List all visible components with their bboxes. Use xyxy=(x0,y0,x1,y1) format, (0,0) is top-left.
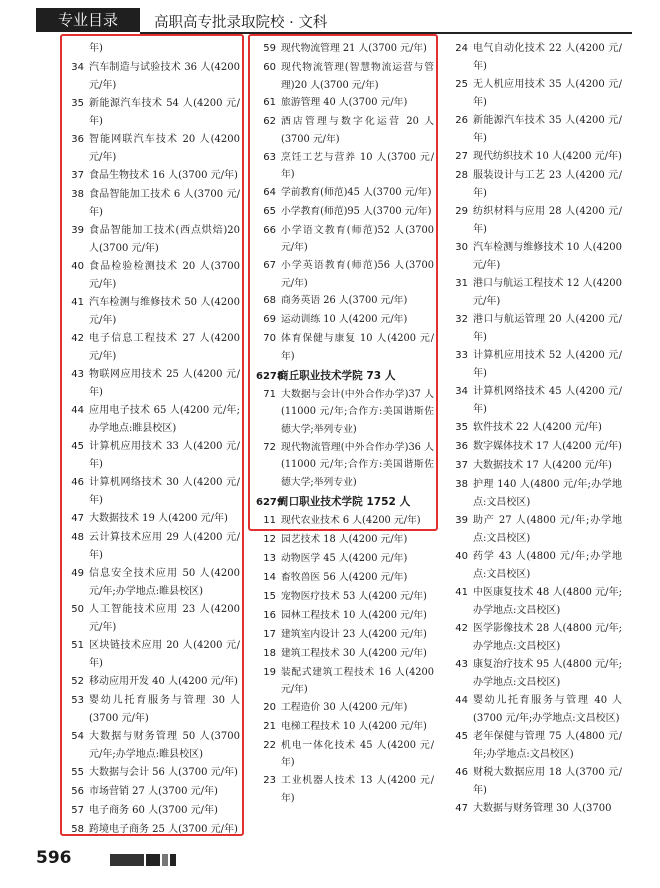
major-entry xyxy=(448,419,622,438)
major-text: 酒店管理与数字化运营 20 人(3700 元/年) xyxy=(281,116,434,145)
major-entry xyxy=(448,584,622,620)
major-text: 财税大数据应用 18 人(3700 元/年) xyxy=(473,767,622,796)
major-number: 41 xyxy=(455,587,468,598)
major-entry xyxy=(64,601,240,637)
major-entry xyxy=(448,167,622,203)
major-text: 跨境电子商务 25 人(3700 元/年) xyxy=(89,824,238,835)
major-entry xyxy=(448,800,622,819)
major-text: 现代物流管理(智慧物流运营与管理)20 人(3700 元/年) xyxy=(281,62,434,91)
major-number: 65 xyxy=(263,205,276,217)
major-text: 现代农业技术 6 人(4200 元/年) xyxy=(281,514,421,526)
major-number: 45 xyxy=(455,731,468,742)
header-rule xyxy=(140,32,632,34)
major-number: 27 xyxy=(455,151,468,162)
major-entry xyxy=(64,294,240,330)
major-number: 29 xyxy=(455,206,468,217)
major-entry xyxy=(256,531,434,550)
major-number: 37 xyxy=(455,460,468,471)
major-number: 56 xyxy=(71,786,84,797)
major-entry xyxy=(256,550,434,569)
major-entry xyxy=(64,474,240,510)
major-number: 12 xyxy=(263,533,276,545)
school-heading xyxy=(256,366,434,386)
running-title: 高职高专批录取院校 · 文科 xyxy=(154,15,328,31)
major-number: 49 xyxy=(71,568,84,579)
major-entry xyxy=(64,764,240,783)
major-entry xyxy=(256,664,434,699)
major-text: 中医康复技术 48 人(4800 元/年;办学地点:文昌校区) xyxy=(473,587,622,616)
major-entry xyxy=(64,366,240,402)
major-text: 港口与航运管理 20 人(4200 元/年) xyxy=(473,314,622,343)
major-number: 69 xyxy=(263,314,276,326)
major-text: 信息安全技术应用 50 人(4200 元/年;办学地点:睢县校区) xyxy=(89,568,240,597)
major-text: 学前教育(师范)45 人(3700 元/年) xyxy=(281,186,432,198)
major-number: 43 xyxy=(455,659,468,670)
major-text: 康复治疗技术 95 人(4800 元/年;办学地点:文昌校区) xyxy=(473,659,622,688)
major-entry xyxy=(64,673,240,692)
major-text: 年) xyxy=(89,43,103,54)
major-text: 大数据与会计(中外合作办学)37 人(11000 元/年;合作方:美国谐斯佐德大学;举列专业) xyxy=(281,388,434,435)
major-entry xyxy=(448,311,622,347)
major-entry xyxy=(256,149,434,184)
major-text: 畜牧兽医 56 人(4200 元/年) xyxy=(281,571,408,583)
major-text: 建筑工程技术 30 人(4200 元/年) xyxy=(281,647,427,659)
major-number: 23 xyxy=(263,775,276,787)
major-number: 28 xyxy=(455,170,468,181)
major-text: 大数据与财务管理 30 人(3700 xyxy=(473,803,612,814)
major-number: 36 xyxy=(71,134,84,145)
major-text: 计算机应用技术 52 人(4200 元/年) xyxy=(473,350,622,379)
major-entry xyxy=(64,821,240,840)
major-number: 41 xyxy=(71,297,84,308)
major-number: 16 xyxy=(263,609,276,621)
major-text: 食品智能加工技术(西点烘焙)20 人(3700 元/年) xyxy=(89,225,240,254)
major-text: 服装设计与工艺 23 人(4200 元/年) xyxy=(473,170,622,199)
major-entry xyxy=(64,330,240,366)
major-text: 市场营销 27 人(3700 元/年) xyxy=(89,786,218,797)
major-number: 53 xyxy=(71,695,84,706)
major-text: 电气自动化技术 22 人(4200 元/年) xyxy=(473,43,622,72)
major-entry xyxy=(64,222,240,258)
major-entry xyxy=(448,383,622,419)
major-entry xyxy=(448,40,622,76)
major-entry xyxy=(448,76,622,112)
major-text: 数字媒体技术 17 人(4200 元/年) xyxy=(473,441,622,452)
major-number: 44 xyxy=(455,695,468,706)
footer-bar xyxy=(162,854,168,866)
major-number: 17 xyxy=(263,628,276,640)
major-entry xyxy=(256,222,434,257)
major-text: 电子商务 60 人(3700 元/年) xyxy=(89,805,218,816)
major-text: 大数据技术 19 人(4200 元/年) xyxy=(89,513,228,524)
major-number: 48 xyxy=(71,532,84,543)
major-number: 35 xyxy=(455,422,468,433)
major-entry xyxy=(256,588,434,607)
major-entry xyxy=(256,718,434,737)
major-entry xyxy=(256,645,434,664)
major-text: 无人机应用技术 35 人(4200 元/年) xyxy=(473,79,622,108)
major-entry xyxy=(64,402,240,438)
major-entry xyxy=(64,40,240,59)
major-entry xyxy=(448,476,622,512)
major-number: 36 xyxy=(455,441,468,452)
major-number: 34 xyxy=(455,386,468,397)
page-number: 596 xyxy=(36,848,72,868)
major-text: 助产 27 人(4800 元/年;办学地点:文昌校区) xyxy=(473,515,622,544)
major-entry xyxy=(448,548,622,584)
page-header xyxy=(36,8,632,34)
major-entry xyxy=(64,510,240,529)
major-entry xyxy=(256,203,434,222)
major-number: 42 xyxy=(71,333,84,344)
major-number: 38 xyxy=(455,479,468,490)
major-text: 大数据技术 17 人(4200 元/年) xyxy=(473,460,612,471)
major-text: 纺织材料与应用 28 人(4200 元/年) xyxy=(473,206,622,235)
major-text: 园林工程技术 10 人(4200 元/年) xyxy=(281,609,427,621)
footer-bar xyxy=(170,854,176,866)
major-entry xyxy=(64,728,240,764)
major-number: 38 xyxy=(71,189,84,200)
major-text: 新能源汽车技术 35 人(4200 元/年) xyxy=(473,115,622,144)
major-number: 11 xyxy=(263,514,276,526)
major-text: 小学教育(师范)95 人(3700 元/年) xyxy=(281,205,432,217)
major-entry xyxy=(448,728,622,764)
major-text: 港口与航运工程技术 12 人(4200 元/年) xyxy=(473,278,622,307)
major-text: 婴幼儿托育服务与管理 40 人(3700 元/年;办学地点:文昌校区) xyxy=(473,695,622,724)
major-entry xyxy=(256,439,434,492)
major-number: 46 xyxy=(71,477,84,488)
major-number: 37 xyxy=(71,170,84,181)
major-text: 医学影像技术 28 人(4800 元/年;办学地点:文昌校区) xyxy=(473,623,622,652)
major-text: 食品检验检测技术 20 人(3700 元/年) xyxy=(89,261,240,290)
major-text: 计算机网络技术 45 人(4200 元/年) xyxy=(473,386,622,415)
major-entry xyxy=(256,311,434,330)
major-number: 43 xyxy=(71,369,84,380)
major-number: 14 xyxy=(263,571,276,583)
major-text: 体育保健与康复 10 人(4200 元/年) xyxy=(281,333,434,363)
major-entry xyxy=(448,692,622,728)
major-number: 70 xyxy=(263,333,276,345)
major-text: 食品生物技术 16 人(3700 元/年) xyxy=(89,170,238,181)
major-number: 50 xyxy=(71,604,84,615)
major-text: 汽车检测与维修技术 10 人(4200 元/年) xyxy=(473,242,622,271)
major-text: 现代物流管理 21 人(3700 元/年) xyxy=(281,43,427,54)
major-number: 19 xyxy=(263,666,276,678)
major-text: 小学英语教育(师范)56 人(3700 元/年) xyxy=(281,260,434,289)
major-entry xyxy=(256,94,434,113)
major-text: 汽车制造与试验技术 36 人(4200 元/年) xyxy=(89,62,240,91)
major-number: 42 xyxy=(455,623,468,634)
major-number: 55 xyxy=(71,767,84,778)
major-number: 20 xyxy=(263,701,276,713)
major-number: 57 xyxy=(71,805,84,816)
school-name: 周口职业技术学院 1752 人 xyxy=(278,495,411,508)
major-text: 工程造价 30 人(4200 元/年) xyxy=(281,701,408,713)
major-number: 54 xyxy=(71,731,84,742)
major-text: 计算机网络技术 30 人(4200 元/年) xyxy=(89,477,240,506)
column-3 xyxy=(448,40,622,819)
major-entry xyxy=(256,184,434,203)
major-entry xyxy=(64,131,240,167)
major-text: 药学 43 人(4800 元/年;办学地点:文昌校区) xyxy=(473,551,622,580)
major-entry xyxy=(256,113,434,148)
major-entry xyxy=(64,692,240,728)
major-text: 护理 140 人(4800 元/年;办学地点:文昌校区) xyxy=(473,479,622,508)
major-entry xyxy=(448,148,622,167)
major-entry xyxy=(64,637,240,673)
major-number: 39 xyxy=(71,225,84,236)
major-entry xyxy=(256,699,434,718)
footer-bar xyxy=(110,854,144,866)
major-entry xyxy=(448,203,622,239)
major-number: 31 xyxy=(455,278,468,289)
major-text: 计算机应用技术 33 人(4200 元/年) xyxy=(89,441,240,470)
major-number: 26 xyxy=(455,115,468,126)
major-number: 60 xyxy=(263,62,276,73)
column-2 xyxy=(256,40,434,807)
major-text: 婴幼儿托育服务与管理 30 人(3700 元/年) xyxy=(89,695,240,724)
major-text: 移动应用开发 40 人(4200 元/年) xyxy=(89,676,238,687)
major-entry xyxy=(64,529,240,565)
major-text: 机电一体化技术 45 人(4200 元/年) xyxy=(281,739,434,769)
major-number: 40 xyxy=(455,551,468,562)
major-number: 47 xyxy=(455,803,468,814)
major-entry xyxy=(448,112,622,148)
major-number: 34 xyxy=(71,62,84,73)
major-text: 商务英语 26 人(3700 元/年) xyxy=(281,295,408,307)
major-entry xyxy=(64,59,240,95)
major-number: 71 xyxy=(263,388,276,400)
major-number: 24 xyxy=(455,43,468,54)
major-number: 45 xyxy=(71,441,84,452)
major-text: 新能源汽车技术 54 人(4200 元/年) xyxy=(89,98,240,127)
major-entry xyxy=(64,95,240,131)
major-number: 15 xyxy=(263,590,276,602)
major-number: 58 xyxy=(71,824,84,835)
major-entry xyxy=(448,656,622,692)
major-entry xyxy=(256,40,434,59)
major-text: 区块链技术应用 20 人(4200 元/年) xyxy=(89,640,240,669)
major-text: 软件技术 22 人(4200 元/年) xyxy=(473,422,602,433)
major-number: 21 xyxy=(263,720,276,732)
major-entry xyxy=(256,607,434,626)
major-entry xyxy=(448,438,622,457)
major-entry xyxy=(64,802,240,821)
major-number: 52 xyxy=(71,676,84,687)
major-text: 应用电子技术 65 人(4200 元/年;办学地点:睢县校区) xyxy=(89,405,240,434)
major-number: 39 xyxy=(455,515,468,526)
major-entry xyxy=(448,764,622,800)
major-text: 宠物医疗技术 53 人(4200 元/年) xyxy=(281,590,427,602)
major-number: 51 xyxy=(71,640,84,651)
major-entry xyxy=(256,257,434,292)
major-entry xyxy=(256,292,434,311)
major-number: 35 xyxy=(71,98,84,109)
major-entry xyxy=(448,275,622,311)
major-number: 68 xyxy=(263,295,276,307)
section-tag: 专业目录 xyxy=(36,8,140,32)
major-entry xyxy=(64,565,240,601)
major-text: 汽车检测与维修技术 50 人(4200 元/年) xyxy=(89,297,240,326)
school-code: 6278 xyxy=(256,370,284,382)
major-number: 32 xyxy=(455,314,468,325)
page-footer xyxy=(36,848,336,872)
major-number: 25 xyxy=(455,79,468,90)
major-entry xyxy=(256,59,434,94)
major-text: 智能网联汽车技术 20 人(4200 元/年) xyxy=(89,134,240,163)
major-number: 66 xyxy=(263,224,276,236)
major-number: 64 xyxy=(263,186,276,198)
major-text: 旅游管理 40 人(3700 元/年) xyxy=(281,97,408,109)
major-number: 46 xyxy=(455,767,468,778)
major-number: 63 xyxy=(263,151,276,163)
major-text: 建筑室内设计 23 人(4200 元/年) xyxy=(281,628,427,640)
major-text: 食品智能加工技术 6 人(3700 元/年) xyxy=(89,189,240,218)
major-entry xyxy=(448,457,622,476)
major-number: 72 xyxy=(263,441,276,453)
major-number: 61 xyxy=(263,97,276,109)
major-entry xyxy=(64,186,240,222)
major-text: 现代纺织技术 10 人(4200 元/年) xyxy=(473,151,622,162)
major-text: 云计算技术应用 29 人(4200 元/年) xyxy=(89,532,240,561)
major-entry xyxy=(448,512,622,548)
major-entry xyxy=(256,772,434,807)
major-text: 老年保健与管理 75 人(4800 元/年;办学地点:文昌校区) xyxy=(473,731,622,760)
major-entry xyxy=(64,783,240,802)
major-number: 59 xyxy=(263,43,276,54)
major-number: 33 xyxy=(455,350,468,361)
major-entry xyxy=(256,569,434,588)
major-entry xyxy=(448,620,622,656)
major-text: 园艺技术 18 人(4200 元/年) xyxy=(281,533,408,545)
major-text: 大数据与财务管理 50 人(3700 元/年;办学地点:睢县校区) xyxy=(89,731,240,760)
major-number: 62 xyxy=(263,116,276,128)
major-number: 47 xyxy=(71,513,84,524)
major-number: 44 xyxy=(71,405,84,416)
major-number: 67 xyxy=(263,260,276,272)
major-entry xyxy=(64,438,240,474)
major-text: 运动训练 10 人(4200 元/年) xyxy=(281,314,408,326)
major-text: 装配式建筑工程技术 16 人(4200 元/年) xyxy=(281,666,434,696)
major-entry xyxy=(448,347,622,383)
major-text: 电子信息工程技术 27 人(4200 元/年) xyxy=(89,333,240,362)
school-name: 商丘职业技术学院 73 人 xyxy=(278,369,396,382)
major-text: 动物医学 45 人(4200 元/年) xyxy=(281,552,408,564)
major-entry xyxy=(256,626,434,645)
major-number: 13 xyxy=(263,552,276,564)
major-text: 烹饪工艺与营养 10 人(3700 元/年) xyxy=(281,151,434,181)
major-text: 人工智能技术应用 23 人(4200 元/年) xyxy=(89,604,240,633)
major-text: 大数据与会计 56 人(3700 元/年) xyxy=(89,767,238,778)
major-entry xyxy=(256,386,434,439)
major-entry xyxy=(256,737,434,772)
major-number: 22 xyxy=(263,739,276,751)
major-entry xyxy=(448,239,622,275)
major-entry xyxy=(256,330,434,365)
school-code: 6279 xyxy=(256,496,284,508)
major-text: 电梯工程技术 10 人(4200 元/年) xyxy=(281,720,427,732)
column-1 xyxy=(64,40,240,840)
major-entry xyxy=(64,258,240,294)
major-text: 现代物流管理(中外合作办学)36 人(11000 元/年;合作方:美国谐斯佐德大学;举列专业) xyxy=(281,441,434,488)
footer-bar xyxy=(146,854,160,866)
major-number: 30 xyxy=(455,242,468,253)
major-entry xyxy=(256,512,434,531)
major-entry xyxy=(64,167,240,186)
major-number: 18 xyxy=(263,647,276,659)
major-number: 40 xyxy=(71,261,84,272)
school-heading xyxy=(256,492,434,512)
major-text: 物联网应用技术 25 人(4200 元/年) xyxy=(89,369,240,398)
major-text: 小学语文教育(师范)52 人(3700 元/年) xyxy=(281,224,434,254)
major-text: 工业机器人技术 13 人(4200 元/年) xyxy=(281,775,434,804)
